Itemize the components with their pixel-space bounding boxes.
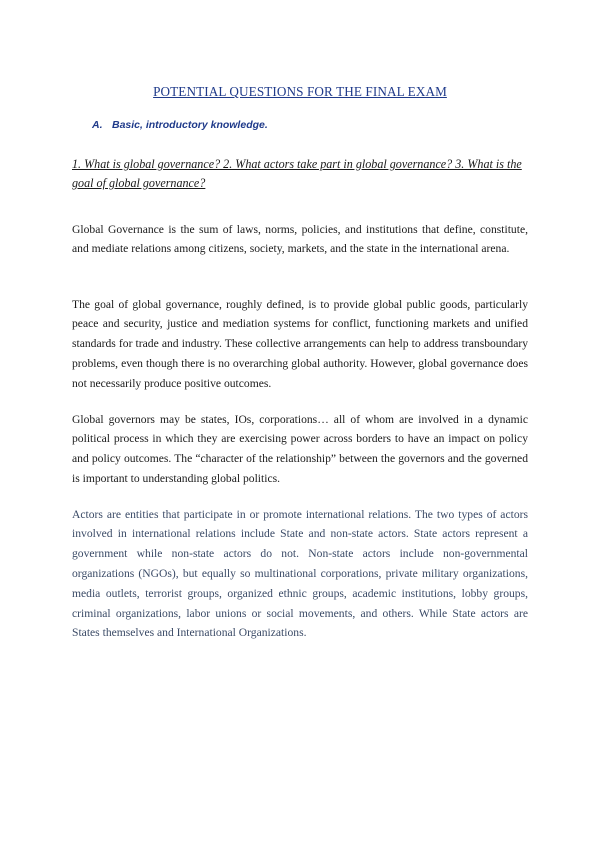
- document-title: POTENTIAL QUESTIONS FOR THE FINAL EXAM: [153, 84, 447, 99]
- paragraph-actors: Actors are entities that participate in or promote international relations. The two types of actors involved in international relations include State and non-state actors. State actors represent a government while non-state actors do not. Non-state actors include non-governmental organizations (NGOs), but equally so multinational corporations, private military organizations, media outlets, terrorist groups, organized ethnic groups, academic institutions, lobby groups, criminal organizations, labor unions or social movements, and others. While State actors are States themselves and International Organizations.: [72, 507, 528, 640]
- paragraph-governors: Global governors may be states, IOs, corporations… all of whom are involved in a dynamic political process in which they are exercising power across borders to have an impact on policy and policy outcomes. The “character of the relationship” between the governors and the governed is important to understanding global politics.: [72, 412, 528, 485]
- questions-heading: 1. What is global governance? 2. What actors take part in global governance? 3. What is the goal of global governance?: [72, 157, 522, 190]
- section-label: Basic, introductory knowledge.: [112, 119, 268, 131]
- paragraph-goal: The goal of global governance, roughly defined, is to provide global public goods, particularly peace and security, justice and mediation systems for conflict, functioning markets and unified standards for trade and industry. These collective arrangements can help to address transboundary problems, even though there is no overarching global authority. However, global governance does not necessarily produce positive outcomes.: [72, 297, 528, 390]
- section-marker: A.: [92, 119, 103, 131]
- section-heading: [92, 119, 268, 131]
- paragraph-definition: Global Governance is the sum of laws, norms, policies, and institutions that define, constitute, and mediate relations among citizens, society, markets, and the state in the international arena.: [72, 222, 528, 256]
